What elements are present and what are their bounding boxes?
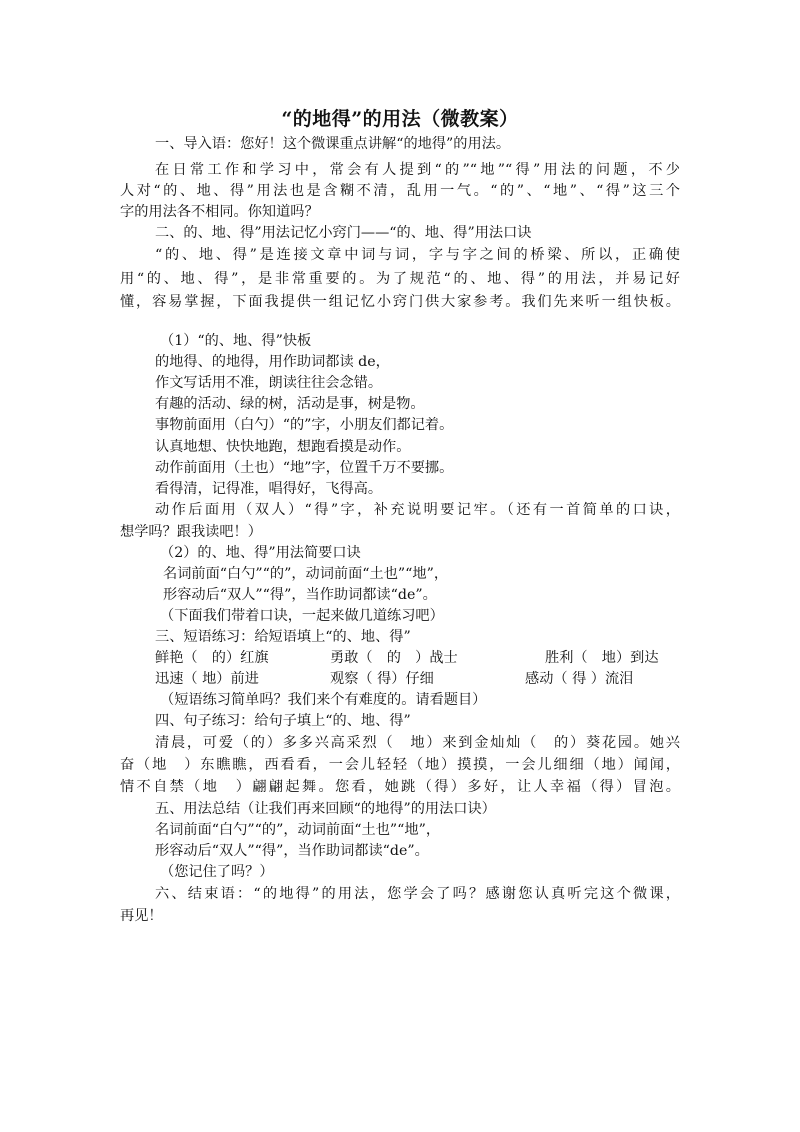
kuaiban-line: 作文写话用不准，朗读往往会念错。 (155, 375, 383, 391)
summary-heading: 五、用法总结（让我们再来回顾“的地得”的用法口诀） (155, 801, 496, 817)
section2-paragraph-line: 用“的、地、得”，是非常重要的。为了规范“的、地、得”的用法，并易记好 (120, 271, 680, 287)
phrase-item: 迅速（ 地）前进 (155, 671, 259, 687)
phrase-row-1 (155, 648, 680, 668)
kuaiban-heading: （1）“的、地、得”快板 (160, 333, 312, 349)
kuaiban-line: 动作后面用（双人）“得”字，补充说明要记牢。（还有一首简单的口诀， (155, 502, 680, 518)
phrase-item: 胜利（ 地）到达 (545, 650, 659, 666)
sentence-line: 奋（地 ）东瞧瞧，西看看，一会儿轻轻（地）摸摸，一会儿细细（地）闻闻， (120, 757, 680, 773)
summary-line: 名词前面“白勺”“的”，动词前面“土也”“地”， (155, 822, 441, 838)
koujue-line: （下面我们带着口诀，一起来做几道练习吧） (160, 608, 444, 624)
phrase-item: 鲜艳（ 的）红旗 (155, 650, 269, 666)
section2-paragraph-line: 懂，容易掌握，下面我提供一组记忆小窍门供大家参考。我们先来听一组快板。 (120, 294, 680, 310)
intro-paragraph-line: 人对“的、地、得”用法也是含糊不清，乱用一气。“的”、“地”、“得”这三个 (120, 183, 680, 199)
kuaiban-line: 的地得、的地得，用作助词都读 de， (155, 354, 390, 370)
intro-heading: 一、导入语：您好！这个微课重点讲解“的地得”的用法。 (155, 136, 511, 152)
phrase-row-2 (155, 669, 680, 689)
phrase-item: 感动（ 得 ）流泪 (525, 671, 634, 687)
intro-paragraph-line: 在日常工作和学习中，常会有人提到“的”“地”“得”用法的问题，不少 (155, 162, 680, 178)
kuaiban-line: 事物前面用（白勺）“的”字，小朋友们都记着。 (155, 417, 454, 433)
sentence-line: 情不自禁（地 ）翩翩起舞。您看，她跳（得）多好，让人幸福（得）冒泡。 (120, 779, 680, 795)
summary-line: 形容动后“双人”“得”，当作助词都读“de”。 (155, 843, 429, 859)
kuaiban-line: 想学吗？跟我读吧！） (120, 524, 262, 540)
intro-paragraph-line: 字的用法各不相同。你知道吗？ (120, 204, 319, 220)
kuaiban-line: 有趣的活动、绿的树，活动是事，树是物。 (155, 396, 425, 412)
closing-line: 再见！ (120, 908, 163, 924)
closing-line: 六、结束语：“的地得”的用法，您学会了吗？感谢您认真听完这个微课， (155, 886, 680, 902)
koujue-heading: （2）的、地、得”用法简要口诀 (160, 545, 361, 561)
kuaiban-line: 动作前面用（土也）“地”字，位置千万不要挪。 (155, 460, 454, 476)
document-title: “的地得”的用法（微教案） (281, 108, 519, 130)
sentence-heading: 四、句子练习：给句子填上“的、地、得” (155, 713, 411, 729)
sentence-line: 清晨，可爱（的）多多兴高采烈（ 地）来到金灿灿（ 的）葵花园。她兴 (155, 735, 680, 751)
koujue-line: 名词前面“白勺”“的”，动词前面“土也”“地”， (163, 566, 449, 582)
phrase-note: （短语练习简单吗？我们来个有难度的。请看题目） (160, 692, 487, 708)
koujue-line: 形容动后“双人”“得”，当作助词都读“de”。 (163, 587, 437, 603)
phrase-heading: 三、短语练习：给短语填上“的、地、得” (155, 629, 411, 645)
phrase-item: 勇敢（ 的 ）战士 (330, 650, 458, 666)
section2-heading: 二、的、地、得”用法记忆小窍门——“的、地、得”用法口诀 (155, 225, 532, 241)
section2-paragraph-line: “的、地、得”是连接文章中词与词，字与字之间的桥梁、所以，正确使 (155, 247, 680, 263)
kuaiban-line: 看得清，记得准，唱得好，飞得高。 (155, 481, 383, 497)
summary-line: （您记住了吗？） (160, 864, 274, 880)
kuaiban-line: 认真地想、快快地跑，想跑看摸是动作。 (155, 439, 411, 455)
phrase-item: 观察（ 得）仔细 (330, 671, 434, 687)
